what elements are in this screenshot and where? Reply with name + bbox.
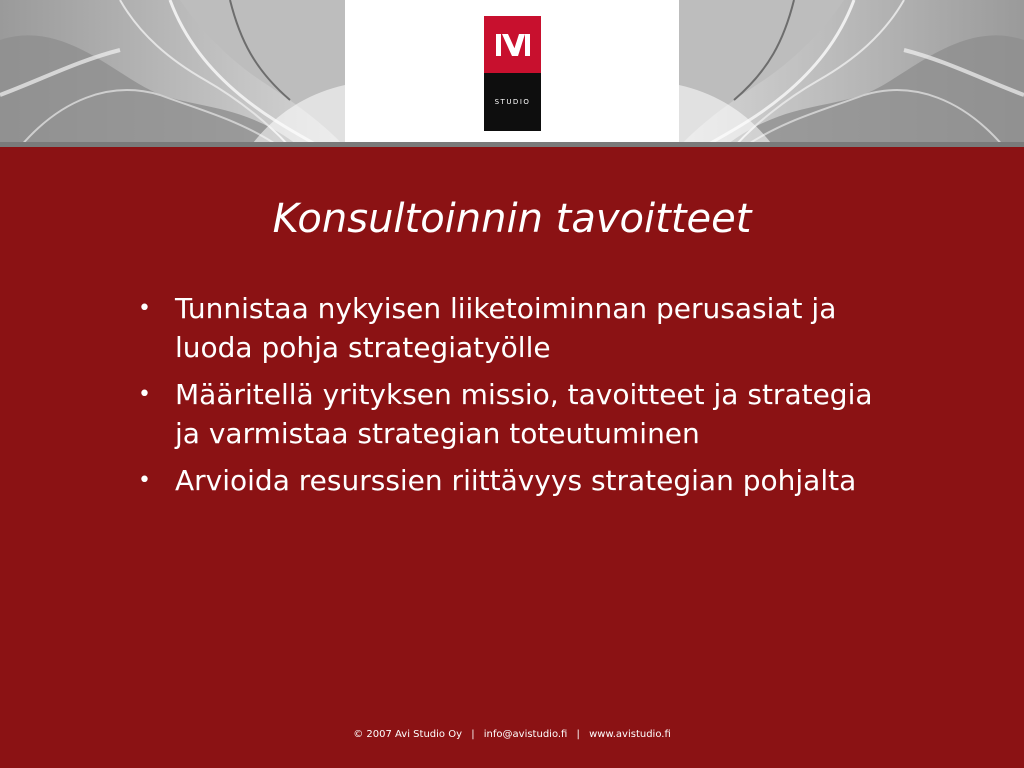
bullet-list [138, 289, 898, 508]
slide-title: Konsultoinnin tavoitteet [272, 196, 752, 242]
avi-logo-icon [495, 33, 531, 57]
bullet-text: Arvioida resurssien riittävyys strategian pohjalta [175, 464, 857, 497]
bullet-text: Tunnistaa nykyisen liiketoiminnan perusasiat ja luoda pohja strategiatyölle [175, 292, 837, 364]
footer-copyright: © 2007 Avi Studio Oy [353, 729, 463, 740]
slide-footer [0, 728, 1024, 742]
bullet-text: Määritellä yrityksen missio, tavoitteet ja strategia ja varmistaa strategian toteutuminen [175, 378, 873, 450]
smoke-graphic-right [679, 0, 1024, 147]
bullet-marker: • [138, 382, 151, 407]
bullet-item [138, 289, 898, 367]
footer-website-link[interactable]: www.avistudio.fi [589, 729, 671, 740]
bullet-item [138, 375, 898, 453]
logo-wordmark: STUDIO [494, 98, 531, 106]
footer-separator: | [576, 729, 580, 740]
slide-content [0, 147, 1024, 768]
bullet-marker: • [138, 468, 151, 493]
header-band [0, 0, 1024, 147]
bullet-marker: • [138, 296, 151, 321]
footer-email-link[interactable]: info@avistudio.fi [483, 729, 568, 740]
bullet-item [138, 461, 898, 500]
footer-separator: | [471, 729, 475, 740]
logo-mark [484, 16, 541, 73]
avi-studio-logo [484, 16, 541, 131]
smoke-graphic-left [0, 0, 345, 147]
